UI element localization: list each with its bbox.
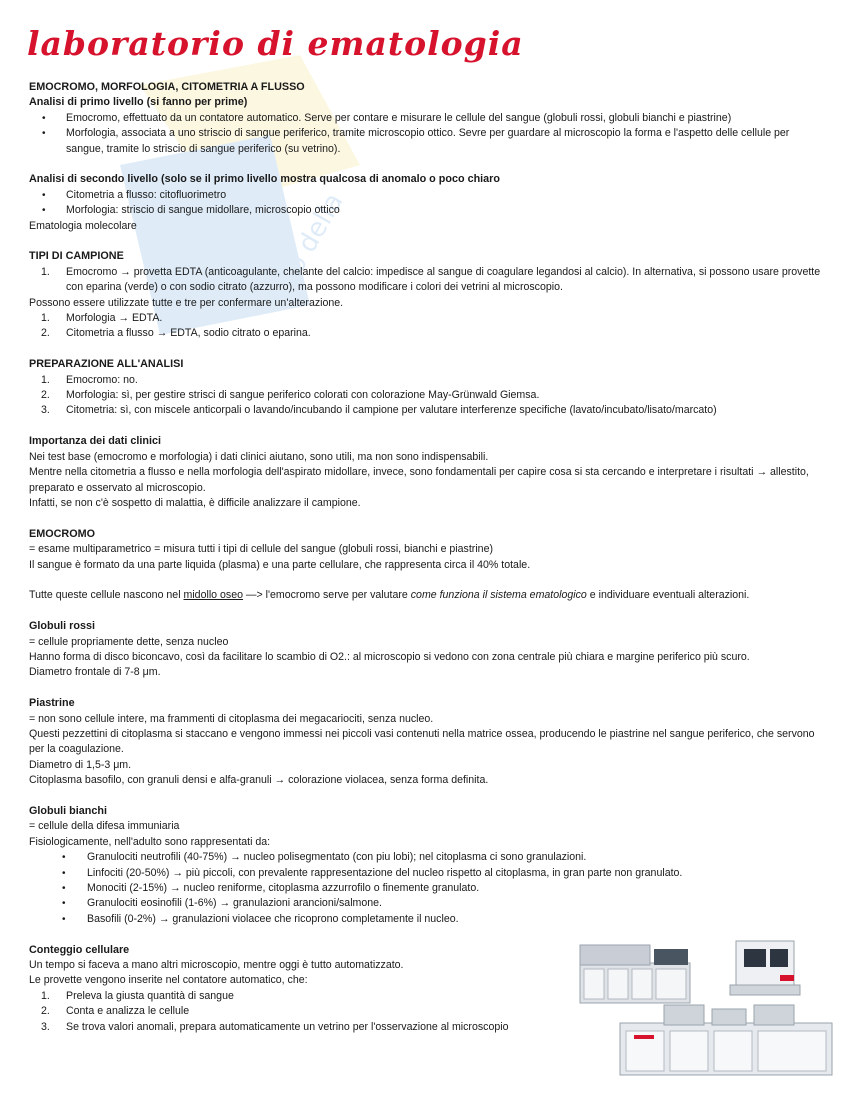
list-item: • Linfociti (20-50%) → più piccoli, con prevalente rappresentazione del nucleo rispetto al citoplasma, in gran parte non granulato.	[29, 866, 829, 881]
underlined-term: midollo oseo	[183, 589, 243, 602]
paragraph: Il sangue è formato da una parte liquida (plasma) e una parte cellulare, che rappresenta circa il 40% totale.	[29, 558, 531, 571]
section-heading-conteggio: Conteggio cellulare	[29, 943, 130, 956]
section-heading-secondo-livello: Analisi di secondo livello (solo se il primo livello mostra qualcosa di anomalo o poco chiaro	[29, 173, 500, 186]
section-heading-globuli-rossi: Globuli rossi	[29, 620, 95, 633]
preparazione-list	[29, 373, 829, 419]
svg-text:o della: o della	[280, 188, 350, 279]
list-item: 2. Conta e analizza le cellule	[41, 1005, 190, 1018]
paragraph: = non sono cellule intere, ma frammenti di citoplasma dei megacariociti, senza nucleo.	[29, 712, 434, 725]
page-title: laboratorio di ematologia	[27, 24, 524, 63]
paragraph: Fisiologicamente, nell'adulto sono rappresentati da:	[29, 835, 271, 848]
list-item: • Emocromo, effettuato da un contatore automatico. Serve per contare e misurare le cellule del sangue (globuli rossi, globuli bianchi e piastrine)	[29, 111, 829, 126]
section-heading-dati-clinici: Importanza dei dati clinici	[29, 435, 161, 448]
list-item: 1. Emocromo: no.	[41, 373, 138, 386]
paragraph: Diametro frontale di 7-8 μm.	[29, 666, 161, 679]
analyzer-left-illustration	[580, 945, 690, 1003]
list-item: 1. Morfologia → EDTA.	[41, 312, 163, 325]
paragraph: = esame multiparametrico = misura tutti i tipi di cellule del sangue (globuli rossi, bianchi e piastrine)	[29, 543, 493, 556]
paragraph: Nei test base (emocromo e morfologia) i dati clinici aiutano, sono utili, ma non sono indispensabili.	[29, 450, 489, 463]
subheading-primo-livello: Analisi di primo livello (si fanno per prime)	[29, 96, 248, 109]
paragraph: Hanno forma di disco biconcavo, così da facilitare lo scambio di O2.: al microscopio si vedono con zona centrale più chiara e margine periferico più scuro.	[29, 650, 750, 663]
list-item: • Basofili (0-2%) → granulazioni violacee che ricoprono completamente il nucleo.	[29, 912, 829, 927]
section-heading-emocromo: EMOCROMO	[29, 527, 95, 540]
tipi-campione-list-2	[29, 311, 829, 342]
paragraph: = cellule della difesa immuniaria	[29, 820, 180, 833]
list-item: • Granulociti eosinofili (1-6%) → granulazioni arancioni/salmone.	[29, 896, 829, 911]
primo-livello-list	[29, 111, 829, 157]
list-item: 3. Se trova valori anomali, prepara automaticamente un vetrino per l'osservazione al microscopio	[41, 1020, 509, 1033]
globuli-bianchi-list	[29, 850, 829, 927]
paragraph: Possono essere utilizzate tutte e tre per confermare un'alterazione.	[29, 296, 344, 309]
paragraph: Le provette vengono inserite nel contatore automatico, che:	[29, 974, 308, 987]
analyzer-right-illustration	[730, 941, 800, 995]
paragraph: = cellule propriamente dette, senza nucleo	[29, 635, 229, 648]
paragraph: Ematologia molecolare	[29, 219, 137, 232]
list-item: 1. Preleva la giusta quantità di sangue	[41, 989, 234, 1002]
paragraph: Infatti, se non c'è sospetto di malattia, è difficile analizzare il campione.	[29, 496, 361, 509]
list-item: 3. Citometria: sì, con miscele anticorpali o lavando/incubando il campione per valutare interferenze specifiche (lavato/incubato/lisato/marcato)	[41, 404, 717, 417]
tipi-campione-list	[29, 265, 829, 296]
list-item: • Granulociti neutrofili (40-75%) → nucleo polisegmentato (con piu lobi); nel citoplasma ci sono granulazioni.	[29, 850, 829, 865]
secondo-livello-list	[29, 188, 829, 219]
section-heading-tipi-campione: TIPI DI CAMPIONE	[29, 250, 124, 263]
list-item: • Citometria a flusso: citofluorimetro	[29, 188, 829, 203]
list-item: • Morfologia: striscio di sangue midollare, microscopio ottico	[29, 203, 829, 218]
list-item: • Morfologia, associata a uno striscio di sangue periferico, tramite microscopio ottico. Sevre per guardare al microscopio la forma e l'aspetto delle cellule per sangue, tramite lo striscio di sangue periferico (su vetrino).	[29, 126, 829, 157]
list-item: 2. Citometria a flusso → EDTA, sodio citrato o eparina.	[41, 327, 311, 340]
section-heading-emocromo-morfologia: EMOCROMO, MORFOLOGIA, CITOMETRIA A FLUSSO	[29, 81, 305, 93]
paragraph: Tutte queste cellule nascono nel midollo oseo —> l'emocromo serve per valutare come funziona il sistema ematologico e individuare eventuali alterazioni.	[29, 589, 750, 602]
lab-analyzers-image	[574, 935, 836, 1085]
paragraph: Mentre nella citometria a flusso e nella morfologia dell'aspirato midollare, invece, sono fondamentali per capire cosa si sta cercando e interpretare i risultati → allestito, preparato e osservato al microscopio.	[29, 466, 809, 494]
analyzer-bottom-illustration	[620, 1005, 832, 1075]
section-heading-globuli-bianchi: Globuli bianchi	[29, 804, 107, 817]
paragraph: Un tempo si faceva a mano altri microscopio, mentre oggi è tutto automatizzato.	[29, 959, 404, 971]
section-heading-piastrine: Piastrine	[29, 697, 75, 710]
list-item: 2. Morfologia: sì, per gestire strisci di sangue periferico colorati con colorazione May-Grünwald Giemsa.	[41, 389, 540, 402]
section-heading-preparazione: PREPARAZIONE ALL'ANALISI	[29, 358, 184, 371]
list-item: • Monociti (2-15%) → nucleo reniforme, citoplasma azzurrofilo o finemente granulato.	[29, 881, 829, 896]
paragraph: Questi pezzettini di citoplasma si staccano e vengono immessi nei piccoli vasi contenuti nella matrice ossea, producendo le piastrine nel sangue periferico, che servono per la coagulazione.	[29, 727, 815, 756]
list-item: 1. Emocromo → provetta EDTA (anticoagulante, chelante del calcio: impedisce al sangue di coagulare legandosi al calcio). In alternativa, si possono usare provette con eparina (verde) o con sodio citrato (azzurro), ma possono modificare i colori dei vetrini al microscopio.	[41, 265, 821, 294]
paragraph: Diametro di 1,5-3 μm.	[29, 758, 132, 771]
paragraph: Citoplasma basofilo, con granuli densi e alfa-granuli → colorazione violacea, senza forma definita.	[29, 774, 489, 787]
